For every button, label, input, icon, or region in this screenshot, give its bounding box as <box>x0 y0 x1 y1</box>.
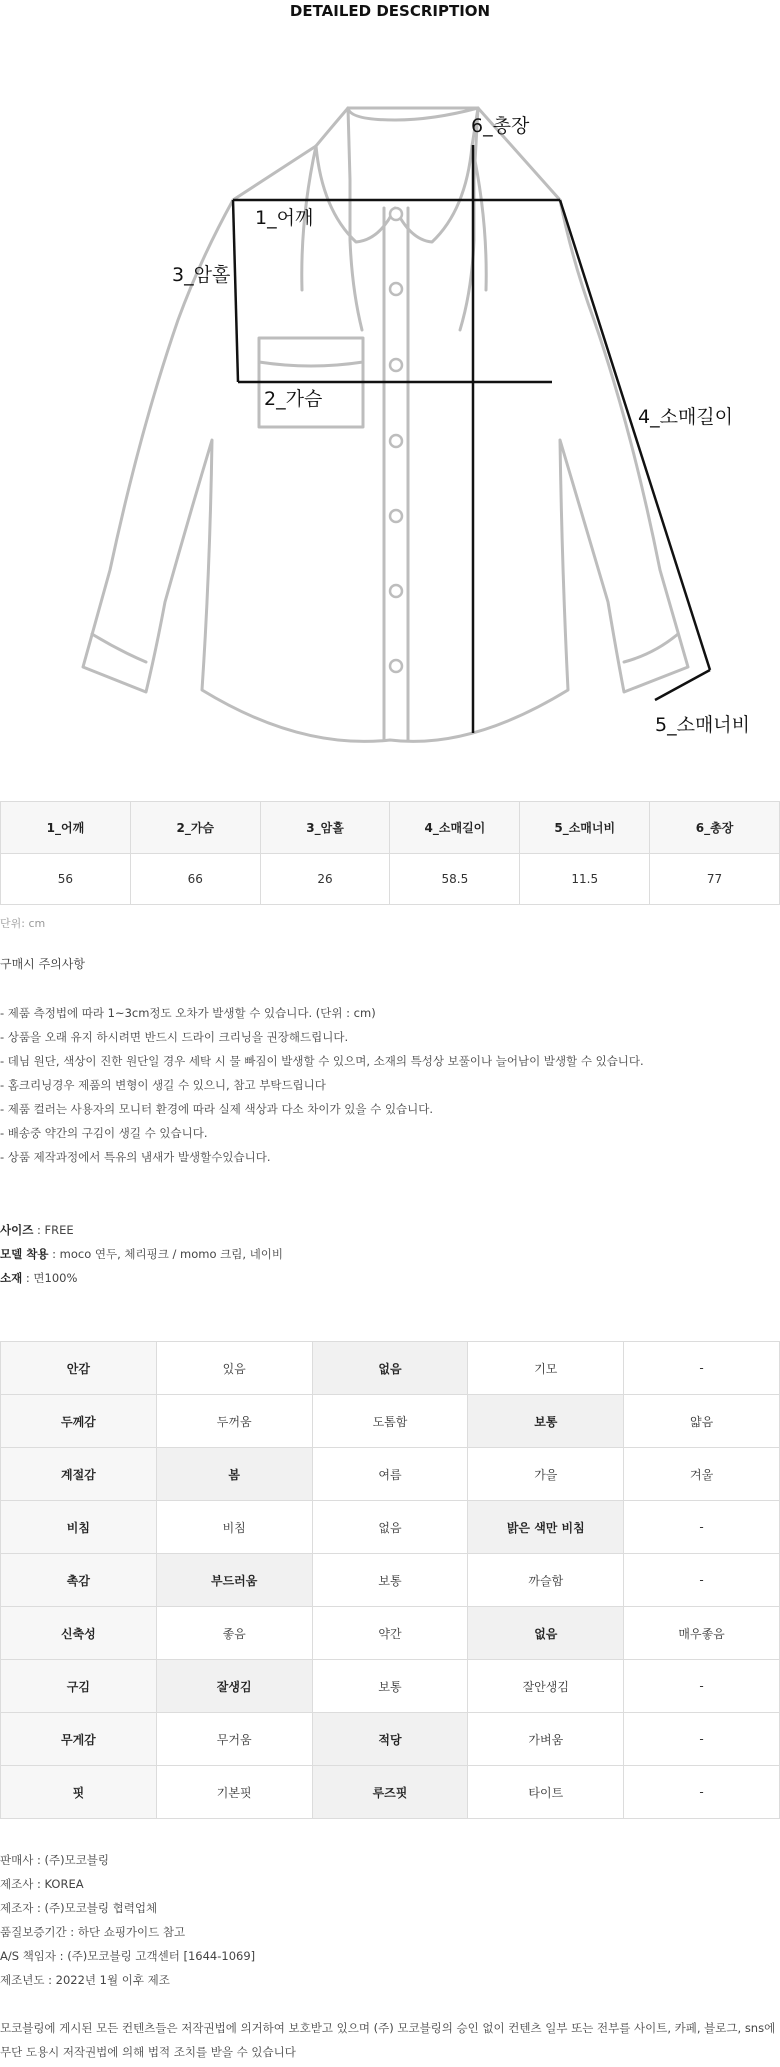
info-maker: 제조자 : (주)모코블링 협력업체 <box>0 1901 158 1915</box>
attribute-option: 얇음 <box>624 1395 780 1448</box>
attribute-option: 까슬함 <box>468 1554 624 1607</box>
spec-size-label: 사이즈 <box>0 1223 34 1237</box>
caution-title: 구매시 주의사항 <box>0 957 85 971</box>
size-header: 5_소매너비 <box>520 802 650 854</box>
label-chest: 2_가슴 <box>264 388 323 410</box>
attribute-option: 약간 <box>312 1607 468 1660</box>
attribute-option: 기본핏 <box>156 1766 312 1819</box>
info-manufacturer: 제조사 : KOREA <box>0 1877 84 1891</box>
size-table-value-row <box>1 854 780 905</box>
attribute-option: - <box>624 1342 780 1395</box>
spec-material-value: : 면100% <box>22 1271 78 1285</box>
caution-item: - 상품을 오래 유지 하시려면 반드시 드라이 크리닝을 권장해드립니다. <box>0 1030 349 1044</box>
buttons <box>390 208 402 672</box>
sleeve-length-line <box>560 200 710 670</box>
attribute-option-selected: 루즈핏 <box>312 1766 468 1819</box>
spec-size-value: : FREE <box>33 1223 74 1237</box>
page-title: DETAILED DESCRIPTION <box>289 2 491 20</box>
attribute-option: 기모 <box>468 1342 624 1395</box>
attribute-option: 가을 <box>468 1448 624 1501</box>
attribute-name: 구김 <box>1 1660 157 1713</box>
info-warranty: 품질보증기간 : 하단 쇼핑가이드 참고 <box>0 1925 186 1939</box>
attribute-row <box>1 1607 780 1660</box>
attribute-option: 잘안생김 <box>468 1660 624 1713</box>
caution-item: - 배송중 약간의 구김이 생길 수 있습니다. <box>0 1126 208 1140</box>
size-header: 4_소매길이 <box>390 802 520 854</box>
attribute-option: 가벼움 <box>468 1713 624 1766</box>
label-sleeve-width: 5_소매너비 <box>655 714 751 736</box>
attribute-row <box>1 1448 780 1501</box>
attribute-option: 무거움 <box>156 1713 312 1766</box>
attribute-option: 두꺼움 <box>156 1395 312 1448</box>
caution-item: - 제품 컬러는 사용자의 모니터 환경에 따라 실제 색상과 다소 차이가 있을 수 있습니다. <box>0 1102 434 1116</box>
size-header: 1_어깨 <box>1 802 131 854</box>
spec-model <box>0 1242 283 1266</box>
attribute-option: 없음 <box>312 1501 468 1554</box>
attribute-option: - <box>624 1660 780 1713</box>
attribute-option-selected: 부드러움 <box>156 1554 312 1607</box>
attribute-option: 보통 <box>312 1660 468 1713</box>
attribute-table <box>0 1341 780 1819</box>
attribute-option-selected: 없음 <box>312 1342 468 1395</box>
caution-item: - 상품 제작과정에서 특유의 냄새가 발생할수있습니다. <box>0 1150 271 1164</box>
spec-model-value: : moco 연두, 체리핑크 / momo 크림, 네이비 <box>48 1247 284 1261</box>
spec-model-label: 모델 착용 <box>0 1247 49 1261</box>
attribute-name: 무게감 <box>1 1713 157 1766</box>
spec-material-label: 소재 <box>0 1271 23 1285</box>
shirt-outline <box>83 108 688 741</box>
size-header: 3_암홀 <box>260 802 390 854</box>
attribute-option: 좋음 <box>156 1607 312 1660</box>
attribute-option: - <box>624 1713 780 1766</box>
size-value: 58.5 <box>390 854 520 905</box>
size-table <box>0 801 780 905</box>
size-value: 66 <box>130 854 260 905</box>
attribute-row <box>1 1342 780 1395</box>
label-shoulder: 1_어깨 <box>255 207 314 229</box>
size-value: 26 <box>260 854 390 905</box>
armhole-line <box>233 200 238 382</box>
attribute-option: - <box>624 1501 780 1554</box>
attribute-option: 도톰함 <box>312 1395 468 1448</box>
attribute-option: 여름 <box>312 1448 468 1501</box>
shirt-measurement-diagram <box>0 90 780 770</box>
size-value: 56 <box>1 854 131 905</box>
size-value: 11.5 <box>520 854 650 905</box>
attribute-row <box>1 1660 780 1713</box>
attribute-name: 신축성 <box>1 1607 157 1660</box>
attribute-option: 있음 <box>156 1342 312 1395</box>
copyright-notice: 모코블링에 게시된 모든 컨텐츠들은 저작권법에 의거하여 보호받고 있으며 (주) 모코블링의 승인 없이 컨텐츠 일부 또는 전부를 사이트, 카페, 블로그, sns에 무단 도용시 저작권법에 의해 법적 조치를 받을 수 있습니다 <box>0 2021 776 2059</box>
info-year: 제조년도 : 2022년 1월 이후 제조 <box>0 1973 170 1987</box>
size-header: 2_가슴 <box>130 802 260 854</box>
attribute-option-selected: 적당 <box>312 1713 468 1766</box>
size-table-header-row <box>1 802 780 854</box>
caution-list <box>0 1001 644 1169</box>
info-seller: 판매사 : (주)모코블링 <box>0 1853 110 1867</box>
attribute-option-selected: 보통 <box>468 1395 624 1448</box>
attribute-option-selected: 잘생김 <box>156 1660 312 1713</box>
label-armhole: 3_암홀 <box>172 264 231 286</box>
attribute-row <box>1 1395 780 1448</box>
sleeve-width-line <box>655 670 710 700</box>
product-spec <box>0 1218 283 1290</box>
attribute-name: 계절감 <box>1 1448 157 1501</box>
attribute-option-selected: 봄 <box>156 1448 312 1501</box>
attribute-option: 타이트 <box>468 1766 624 1819</box>
attribute-row <box>1 1713 780 1766</box>
size-value: 77 <box>650 854 780 905</box>
attribute-option: - <box>624 1554 780 1607</box>
attribute-option: 매우좋음 <box>624 1607 780 1660</box>
attribute-option: 보통 <box>312 1554 468 1607</box>
unit-note: 단위: cm <box>0 917 46 930</box>
attribute-option: - <box>624 1766 780 1819</box>
attribute-name: 안감 <box>1 1342 157 1395</box>
spec-size <box>0 1218 283 1242</box>
caution-item: - 데님 원단, 색상이 진한 원단일 경우 세탁 시 물 빠짐이 발생할 수 있으며, 소재의 특성상 보풀이나 늘어남이 발생할 수 있습니다. <box>0 1054 644 1068</box>
caution-item: - 제품 측정법에 따라 1~3cm정도 오차가 발생할 수 있습니다. (단위 : cm) <box>0 1006 376 1020</box>
caution-item: - 홈크리닝경우 제품의 변형이 생길 수 있으니, 참고 부탁드립니다 <box>0 1078 326 1092</box>
info-as-contact: A/S 책임자 : (주)모코블링 고객센터 [1644-1069] <box>0 1949 256 1963</box>
attribute-name: 비침 <box>1 1501 157 1554</box>
attribute-name: 두께감 <box>1 1395 157 1448</box>
attribute-row <box>1 1554 780 1607</box>
attribute-name: 핏 <box>1 1766 157 1819</box>
attribute-option-selected: 없음 <box>468 1607 624 1660</box>
product-info <box>0 1848 255 1992</box>
label-total-length: 6_총장 <box>471 115 530 137</box>
label-sleeve-length: 4_소매길이 <box>638 406 734 428</box>
size-header: 6_총장 <box>650 802 780 854</box>
spec-material <box>0 1266 283 1290</box>
attribute-option: 겨울 <box>624 1448 780 1501</box>
attribute-row <box>1 1766 780 1819</box>
attribute-option: 비침 <box>156 1501 312 1554</box>
attribute-row <box>1 1501 780 1554</box>
attribute-option-selected: 밝은 색만 비침 <box>468 1501 624 1554</box>
attribute-name: 촉감 <box>1 1554 157 1607</box>
